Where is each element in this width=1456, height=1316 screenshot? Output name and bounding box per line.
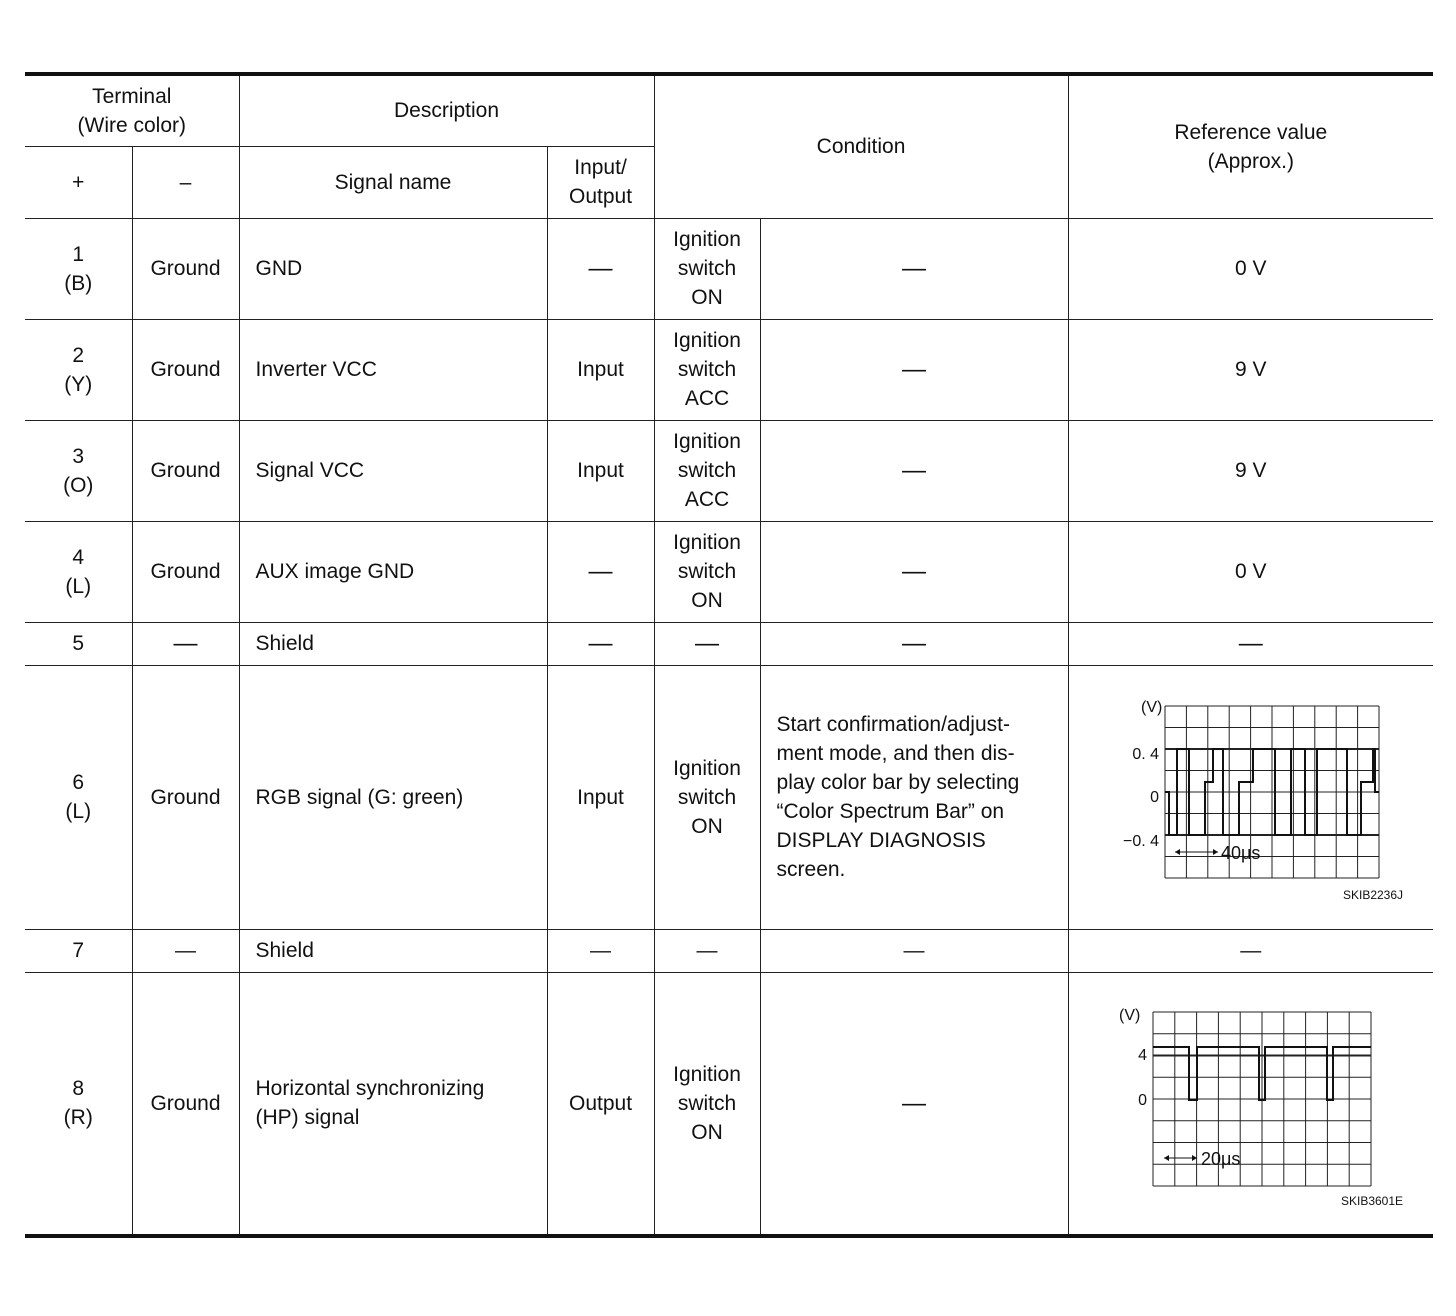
input-output: — — [547, 521, 654, 622]
signal-name: Inverter VCC — [239, 319, 547, 420]
unit-label: (V) — [1118, 1007, 1141, 1025]
input-output: Input — [547, 665, 654, 929]
signal-name: AUX image GND — [239, 521, 547, 622]
signal-name: Horizontal synchronizing (HP) signal — [239, 972, 547, 1236]
header-minus: – — [132, 146, 239, 218]
header-input-output: Input/ Output — [547, 146, 654, 218]
header-description: Description — [239, 74, 654, 146]
figure-code: SKIB2236J — [1342, 888, 1404, 902]
reference-value: — — [1068, 929, 1433, 972]
table-row — [25, 929, 1433, 972]
reference-value: 9 V — [1068, 319, 1433, 420]
terminal-table-sheet — [25, 72, 1433, 1238]
condition-detail: — — [760, 521, 1068, 622]
condition-ignition: — — [654, 622, 760, 665]
header-condition: Condition — [654, 74, 1068, 218]
tick-label-four: 4 — [1137, 1047, 1147, 1065]
terminal-minus: Ground — [132, 218, 239, 319]
reference-value: 0 V — [1068, 521, 1433, 622]
figure-code: SKIB3601E — [1340, 1194, 1404, 1209]
reference-value: — — [1068, 622, 1433, 665]
tick-label-neg: −0. 4 — [1122, 833, 1159, 850]
terminal-minus: Ground — [132, 319, 239, 420]
reference-value: 9 V — [1068, 420, 1433, 521]
condition-ignition: Ignition switch ON — [654, 972, 760, 1236]
condition-detail: — — [760, 420, 1068, 521]
terminal-minus: Ground — [132, 972, 239, 1236]
table-row — [25, 420, 1433, 521]
input-output: — — [547, 218, 654, 319]
terminal-minus: Ground — [132, 521, 239, 622]
terminal-plus: 4 (L) — [25, 521, 132, 622]
period-label: 40μs — [1220, 843, 1261, 863]
tick-label-pos: 0. 4 — [1132, 746, 1159, 763]
terminal-minus: — — [132, 929, 239, 972]
input-output: — — [547, 929, 654, 972]
reference-waveform-cell — [1068, 972, 1433, 1236]
input-output: — — [547, 622, 654, 665]
terminal-minus: Ground — [132, 420, 239, 521]
condition-detail: — — [760, 972, 1068, 1236]
reference-value: 0 V — [1068, 218, 1433, 319]
input-output: Input — [547, 420, 654, 521]
terminal-plus: 8 (R) — [25, 972, 132, 1236]
header-signal-name: Signal name — [239, 146, 547, 218]
input-output: Input — [547, 319, 654, 420]
input-output: Output — [547, 972, 654, 1236]
signal-name: RGB signal (G: green) — [239, 665, 547, 929]
header-terminal: Terminal (Wire color) — [25, 74, 239, 146]
rgb-signal-waveform — [1101, 692, 1401, 892]
condition-detail: — — [760, 929, 1068, 972]
condition-detail: — — [760, 622, 1068, 665]
condition-ignition: — — [654, 929, 760, 972]
header-plus: + — [25, 146, 132, 218]
condition-detail: Start confirmation/adjust- ment mode, and then dis- play color bar by selecting “Color Spectrum Bar” on DISPLAY DIAGNOSIS screen. — [760, 665, 1068, 929]
condition-detail: — — [760, 319, 1068, 420]
condition-ignition: Ignition switch ACC — [654, 420, 760, 521]
table-row — [25, 319, 1433, 420]
terminal-plus: 7 — [25, 929, 132, 972]
header-reference-value: Reference value (Approx.) — [1068, 74, 1433, 218]
terminal-reference-table — [25, 72, 1433, 1238]
condition-detail: — — [760, 218, 1068, 319]
signal-name: GND — [239, 218, 547, 319]
terminal-minus: Ground — [132, 665, 239, 929]
table-row — [25, 665, 1433, 929]
terminal-plus: 1 (B) — [25, 218, 132, 319]
unit-label: (V) — [1140, 699, 1163, 716]
tick-label-zero: 0 — [1149, 789, 1159, 806]
table-row — [25, 218, 1433, 319]
reference-waveform-cell — [1068, 665, 1433, 929]
signal-name: Shield — [239, 622, 547, 665]
table-row — [25, 521, 1433, 622]
hp-signal-waveform — [1101, 998, 1401, 1198]
condition-ignition: Ignition switch ON — [654, 218, 760, 319]
signal-name: Signal VCC — [239, 420, 547, 521]
tick-label-zero: 0 — [1137, 1092, 1147, 1110]
terminal-plus: 3 (O) — [25, 420, 132, 521]
condition-ignition: Ignition switch ACC — [654, 319, 760, 420]
terminal-minus: — — [132, 622, 239, 665]
period-label: 20μs — [1200, 1149, 1241, 1170]
terminal-plus: 6 (L) — [25, 665, 132, 929]
terminal-plus: 2 (Y) — [25, 319, 132, 420]
condition-ignition: Ignition switch ON — [654, 665, 760, 929]
table-row — [25, 972, 1433, 1236]
condition-ignition: Ignition switch ON — [654, 521, 760, 622]
signal-name: Shield — [239, 929, 547, 972]
terminal-plus: 5 — [25, 622, 132, 665]
table-row — [25, 622, 1433, 665]
